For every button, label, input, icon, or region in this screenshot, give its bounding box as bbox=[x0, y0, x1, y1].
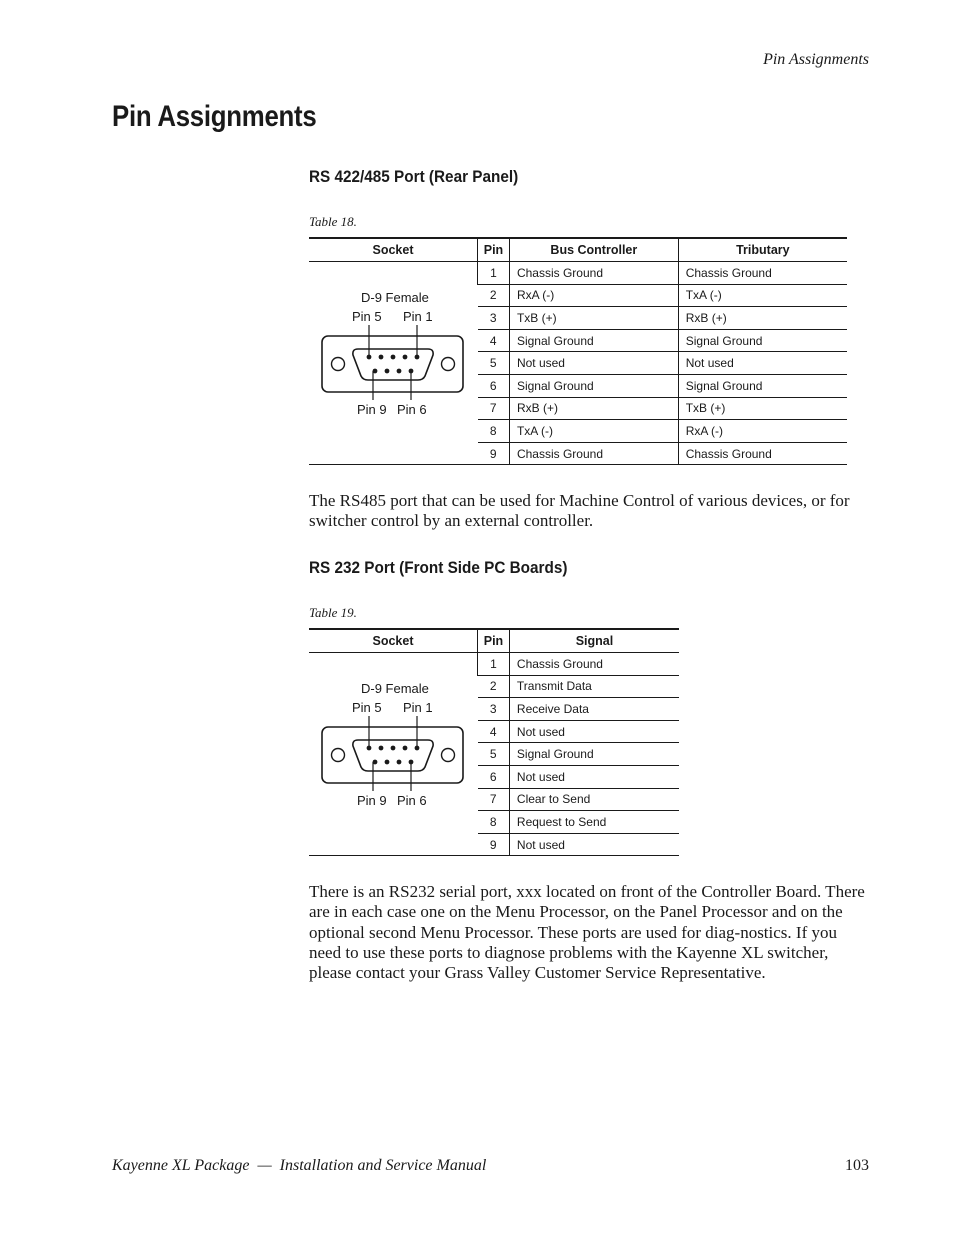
table-header-row bbox=[309, 238, 847, 262]
signal-cell: Clear to Send bbox=[509, 788, 679, 811]
pin5-label: Pin 5 bbox=[352, 700, 382, 716]
signal-cell: TxA (-) bbox=[678, 284, 847, 307]
table-caption-18: Table 18. bbox=[309, 214, 357, 229]
mounting-hole-left bbox=[332, 749, 345, 762]
pin6-label: Pin 6 bbox=[397, 402, 427, 418]
mounting-hole-right bbox=[442, 749, 455, 762]
pin-number-cell: 4 bbox=[478, 720, 510, 743]
pin-number-cell: 1 bbox=[478, 653, 510, 676]
pin9-label: Pin 9 bbox=[357, 402, 387, 418]
column-header-signal: Signal bbox=[509, 629, 679, 653]
pin1-label: Pin 1 bbox=[403, 700, 433, 716]
running-head: Pin Assignments bbox=[763, 51, 869, 68]
pin-number-cell: 5 bbox=[478, 743, 510, 766]
connector-d-shell bbox=[353, 740, 433, 771]
signal-cell: Signal Ground bbox=[509, 329, 678, 352]
pin-dot-bottom bbox=[385, 369, 390, 374]
pin-dot-top bbox=[379, 746, 384, 751]
pin-dot-bottom bbox=[397, 760, 402, 765]
signal-cell: RxA (-) bbox=[509, 284, 678, 307]
signal-cell: TxB (+) bbox=[509, 307, 678, 330]
socket-title-label: D-9 Female bbox=[361, 290, 429, 306]
page-title: Pin Assignments bbox=[112, 100, 317, 133]
column-header-pin: Pin bbox=[478, 238, 510, 262]
pin-dot-bottom bbox=[385, 760, 390, 765]
pin-table-rs232 bbox=[309, 628, 679, 856]
pin5-label: Pin 5 bbox=[352, 309, 382, 325]
table-body bbox=[309, 653, 679, 856]
signal-cell: Transmit Data bbox=[509, 675, 679, 698]
socket-title-label: D-9 Female bbox=[361, 681, 429, 697]
d9-female-connector-figure bbox=[309, 654, 477, 854]
section-heading-rs422: RS 422/485 Port (Rear Panel) bbox=[309, 167, 519, 186]
pin-number-cell: 4 bbox=[478, 329, 510, 352]
pin-number-cell: 3 bbox=[478, 307, 510, 330]
pin-dot-bottom bbox=[397, 369, 402, 374]
pin-dot-top bbox=[403, 746, 408, 751]
column-header-socket: Socket bbox=[309, 629, 478, 653]
pin6-label: Pin 6 bbox=[397, 793, 427, 809]
signal-cell: Receive Data bbox=[509, 698, 679, 721]
signal-cell: Signal Ground bbox=[509, 374, 678, 397]
pin-number-cell: 8 bbox=[478, 811, 510, 834]
pin-number-cell: 2 bbox=[478, 284, 510, 307]
signal-cell: Chassis Ground bbox=[509, 262, 678, 285]
pin-number-cell: 6 bbox=[478, 765, 510, 788]
signal-cell: RxB (+) bbox=[509, 397, 678, 420]
signal-cell: Not used bbox=[678, 352, 847, 375]
signal-cell: Signal Ground bbox=[678, 374, 847, 397]
section-heading-rs232: RS 232 Port (Front Side PC Boards) bbox=[309, 558, 568, 577]
signal-cell: Not used bbox=[509, 352, 678, 375]
mounting-hole-right bbox=[442, 358, 455, 371]
column-header-socket: Socket bbox=[309, 238, 478, 262]
column-header-tributary: Tributary bbox=[678, 238, 847, 262]
pin9-label: Pin 9 bbox=[357, 793, 387, 809]
signal-cell: RxB (+) bbox=[678, 307, 847, 330]
signal-cell: Not used bbox=[509, 833, 679, 856]
paragraph-rs232: There is an RS232 serial port, xxx located on front of the Controller Board. There are in each case one on the Menu Processor, on the Panel Processor and on the optional second Menu Processor. These ports are used for diag-nostics. If you need to use these ports to diagnose problems with the Kayenne XL switcher, please contact your Grass Valley Customer Service Representative. bbox=[309, 882, 865, 983]
signal-cell: RxA (-) bbox=[678, 420, 847, 443]
table-header-row bbox=[309, 629, 679, 653]
pin-number-cell: 8 bbox=[478, 420, 510, 443]
column-header-bus-controller: Bus Controller bbox=[509, 238, 678, 262]
signal-cell: Chassis Ground bbox=[509, 442, 678, 465]
table-row bbox=[309, 262, 847, 285]
pin-number-cell: 6 bbox=[478, 374, 510, 397]
socket-cell bbox=[309, 653, 478, 856]
pin-dot-top bbox=[379, 355, 384, 360]
column-header-pin: Pin bbox=[478, 629, 510, 653]
footer-title: Kayenne XL Package — Installation and Service Manual bbox=[112, 1157, 487, 1174]
signal-cell: TxB (+) bbox=[678, 397, 847, 420]
pin-dot-top bbox=[391, 355, 396, 360]
pin-table-rs422 bbox=[309, 237, 847, 465]
signal-cell: Not used bbox=[509, 765, 679, 788]
pin-number-cell: 9 bbox=[478, 833, 510, 856]
pin-number-cell: 7 bbox=[478, 397, 510, 420]
pin-dot-top bbox=[403, 355, 408, 360]
pin-number-cell: 7 bbox=[478, 788, 510, 811]
table-body bbox=[309, 262, 847, 465]
signal-cell: Signal Ground bbox=[678, 329, 847, 352]
signal-cell: Chassis Ground bbox=[509, 653, 679, 676]
pin-dot-top bbox=[391, 746, 396, 751]
signal-cell: TxA (-) bbox=[509, 420, 678, 443]
page-number: 103 bbox=[845, 1157, 869, 1174]
table-row bbox=[309, 653, 679, 676]
pin-number-cell: 9 bbox=[478, 442, 510, 465]
mounting-hole-left bbox=[332, 358, 345, 371]
connector-d-shell bbox=[353, 349, 433, 380]
pin-number-cell: 3 bbox=[478, 698, 510, 721]
table-caption-19: Table 19. bbox=[309, 605, 357, 620]
signal-cell: Chassis Ground bbox=[678, 262, 847, 285]
page-footer bbox=[112, 1157, 869, 1175]
socket-cell bbox=[309, 262, 478, 465]
paragraph-rs485: The RS485 port that can be used for Machine Control of various devices, or for switcher control by an external controller. bbox=[309, 491, 850, 531]
signal-cell: Chassis Ground bbox=[678, 442, 847, 465]
signal-cell: Signal Ground bbox=[509, 743, 679, 766]
signal-cell: Not used bbox=[509, 720, 679, 743]
pin1-label: Pin 1 bbox=[403, 309, 433, 325]
pin-number-cell: 5 bbox=[478, 352, 510, 375]
pin-number-cell: 1 bbox=[478, 262, 510, 285]
d9-female-connector-figure bbox=[309, 263, 477, 463]
signal-cell: Request to Send bbox=[509, 811, 679, 834]
pin-number-cell: 2 bbox=[478, 675, 510, 698]
